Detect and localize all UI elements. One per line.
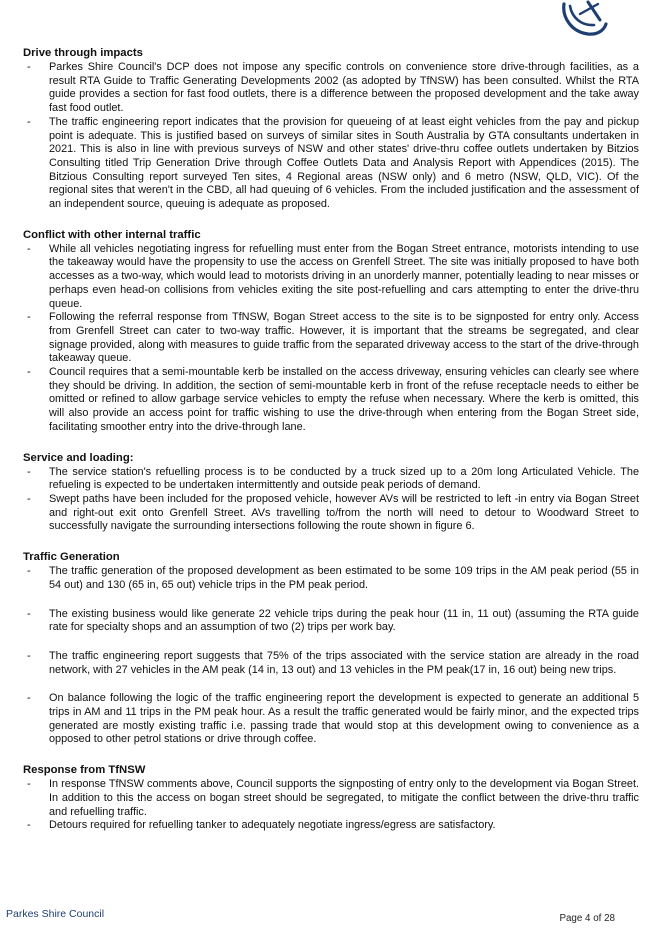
list-item: - The service station's refuelling process is to be conducted by a truck sized up to a 20m long Articulated Vehicle. The refueling is expected to be undertaken intermittently and outside peak periods of demand.: [23, 466, 639, 493]
section-title: Response from TfNSW: [23, 764, 146, 777]
bullet-list: [23, 778, 639, 833]
document-body: [23, 47, 639, 850]
list-item: - Detours required for refuelling tanker to adequately negotiate ingress/egress are satisfactory.: [23, 819, 639, 833]
section-drive-through-impacts: [23, 47, 639, 212]
section-conflict-internal-traffic: [23, 229, 639, 435]
section-response-tfnsw: [23, 764, 639, 833]
bullet-list: [23, 61, 639, 212]
list-item: - Parkes Shire Council's DCP does not impose any specific controls on convenience store drive-through facilities, as a result RTA Guide to Traffic Generating Developments 2002 (as adopted by TfNSW) has been consulted. Whilst the RTA guide provides a section for fast food outlets, there is a difference between the proposed development and the take away fast food outlet.: [23, 61, 639, 116]
council-logo-icon: [558, 0, 608, 38]
bullet-list: [23, 466, 639, 535]
section-title: Service and loading:: [23, 451, 134, 464]
section-service-loading: [23, 452, 639, 535]
section-traffic-generation: [23, 551, 639, 747]
list-item: - Swept paths have been included for the proposed vehicle, however AVs will be restricted to left -in entry via Bogan Street and right-out exit onto Grenfell Street. AVs travelling to/from the north will need to detour to Woodward Street to successfully navigate the surrounding intersections following the route shown in figure 6.: [23, 493, 639, 534]
list-item: - The traffic engineering report suggests that 75% of the trips associated with the service station are already in the road network, with 27 vehicles in the AM peak (14 in, 13 out) and 13 vehicles in the PM peak(17 in, 16 out) being new trips.: [23, 650, 639, 677]
list-item: - The traffic engineering report indicates that the provision for queueing of at least eight vehicles from the pay and pickup point is adequate. This is justified based on surveys of similar sites in South Australia by GTA consultants undertaken in 2021. This is also in line with previous surveys of NSW and other states' drive-thru coffee outlets undertaken by Bitzios Consulting titled Trip Generation Drive through Coffee Outlets Data and Analysis Report with Appendices (2015). The Bitzious Consulting report surveyed Ten sites, 4 Regional areas (NSW only) and 6 metro (NSW, QLD, VIC). Of the regional sites that weren't in the CBD, all had queuing of 6 vehicles. From the included justification and the assessment of an independent source, queuing is adequate as proposed.: [23, 116, 639, 212]
list-item: - While all vehicles negotiating ingress for refuelling must enter from the Bogan Street entrance, motorists intending to use the takeaway would have the propensity to use the access on Grenfell Street. The site was initially proposed to have both accesses as a two-way, which would lead to motorists driving in an unorderly manner, potentially leading to near misses or perhaps even head-on collisions from vehicles exiting the site post-refuelling and cars attempting to enter the drive-thru queue.: [23, 243, 639, 312]
list-item: - In response TfNSW comments above, Council supports the signposting of entry only to the development via Bogan Street. In addition to this the access on bogan street should be segregated, to mitigate the conflict between the drive-thru traffic and refuelling traffic.: [23, 778, 639, 819]
bullet-list: [23, 565, 639, 747]
page-number: Page 4 of 28: [559, 913, 615, 924]
section-title: Traffic Generation: [23, 551, 120, 564]
bullet-list: [23, 243, 639, 435]
footer-council-name: Parkes Shire Council: [6, 908, 105, 920]
list-item: - The existing business would like generate 22 vehicle trips during the peak hour (11 in, 11 out) (assuming the RTA guide rate for specialty shops and an assumption of two (2) trips per work bay.: [23, 608, 639, 635]
section-title: Drive through impacts: [23, 47, 143, 59]
list-item: - Council requires that a semi-mountable kerb be installed on the access driveway, ensuring vehicles can clearly see where they should be driving. In addition, the section of semi-mountable kerb in front of the refuse receptacle needs to either be omitted or refined to allow garbage service vehicles to empty the refuse when necessary. Where the kerb is omitted, this will also provide an access point for traffic wishing to use the drive-through when entering from the Bogan Street side, facilitating smoother entry into the drive-through lane.: [23, 366, 639, 435]
list-item: - On balance following the logic of the traffic engineering report the development is expected to generate an additional 5 trips in AM and 11 trips in the PM peak hour. As a result the traffic generated would be fairly minor, and the expected trips generated are mostly existing traffic i.e. passing trade that would stop at this development owing to convenience as a opposed to other petrol stations or drive through coffee.: [23, 692, 639, 747]
list-item: - The traffic generation of the proposed development as been estimated to be some 109 trips in the AM peak period (55 in 54 out) and 130 (65 in, 65 out) vehicle trips in the PM peak period.: [23, 565, 639, 592]
section-title: Conflict with other internal traffic: [23, 228, 201, 241]
list-item: - Following the referral response from TfNSW, Bogan Street access to the site is to be signposted for entry only. Access from Grenfell Street can cater to two-way traffic. However, it is important that the streams be segregated, and clear signage provided, along with measures to guide traffic from the separated driveway access to the start of the drive-through takeaway queue.: [23, 311, 639, 366]
